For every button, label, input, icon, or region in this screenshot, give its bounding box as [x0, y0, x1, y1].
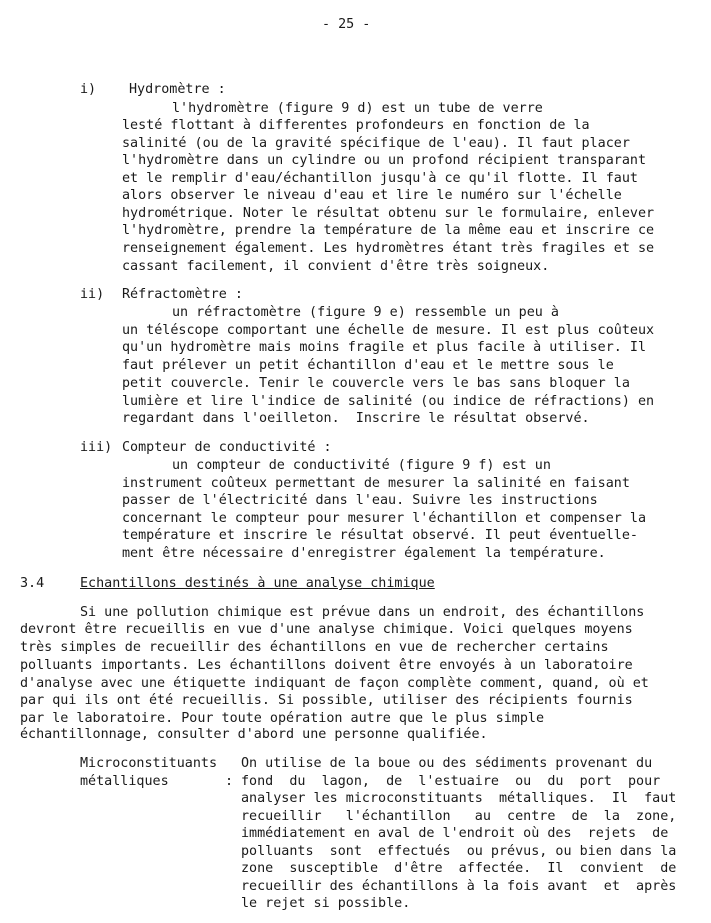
definition-line: analyser les microconstituants métalliques. Il faut — [241, 790, 677, 806]
text-line: ment être nécessaire d'enregistrer également la température. — [122, 545, 606, 561]
text-line: hydrométrique. Noter le résultat obtenu sur le formulaire, enlever — [122, 206, 655, 222]
paragraph-line: très simples de recueillir des échantillons en vue de rechercher certains — [20, 640, 609, 656]
section-number: 3.4 — [20, 576, 45, 592]
text-line: un réfractomètre (figure 9 e) ressemble un peu à — [172, 305, 559, 321]
paragraph-line: par le laboratoire. Pour toute opération autre que le plus simple — [20, 710, 545, 726]
text-line: et le remplir d'eau/échantillon jusqu'à ce qu'il flotte. Il faut — [122, 171, 638, 187]
text-line: température et inscrire le résultat observé. Il peut éventuelle- — [122, 527, 638, 543]
text-line: alors observer le niveau d'eau et lire le numéro sur l'échelle — [122, 188, 622, 204]
section-title: Echantillons destinés à une analyse chimique — [80, 576, 435, 592]
text-line: regardant dans l'oeilleton. Inscrire le résultat observé. — [122, 410, 590, 426]
text-line: l'hydromètre dans un cylindre ou un profond récipient transparant — [122, 153, 647, 169]
page-number: - 25 - — [322, 17, 371, 32]
item-marker: iii) — [80, 439, 113, 455]
definition-term: Microconstituants — [80, 755, 218, 771]
item-title: Hydromètre : — [129, 82, 226, 97]
definition-line: zone susceptible d'être affectée. Il convient de — [241, 860, 677, 876]
item-title: Compteur de conductivité : — [122, 439, 332, 455]
text-line: un compteur de conductivité (figure 9 f) est un — [172, 457, 551, 473]
definition-line: fond du lagon, de l'estuaire ou du port pour — [241, 773, 661, 789]
text-line: passer de l'électricité dans l'eau. Suivre les instructions — [122, 492, 598, 508]
definition-line: recueillir des échantillons à la fois avant et après — [241, 878, 677, 894]
text-line: concernant le compteur pour mesurer l'échantillon et compenser la — [122, 510, 647, 526]
definition-line: polluants sont effectués ou prévus, ou bien dans la — [241, 843, 677, 859]
paragraph-line: par qui ils ont été recueillis. Si possible, utiliser des récipients fournis — [20, 692, 633, 708]
definition-term: métalliques — [80, 773, 169, 789]
text-line: renseignement également. Les hydromètres étant très fragiles et se — [122, 241, 655, 257]
definition-line: recueillir l'échantillon au centre de la zone, — [241, 808, 677, 824]
definition-line: On utilise de la boue ou des sédiments provenant du — [241, 755, 653, 771]
text-line: l'hydromètre (figure 9 d) est un tube de verre — [172, 100, 543, 116]
text-line: qu'un hydromètre mais moins fragile et plus facile à utiliser. Il — [122, 340, 647, 356]
text-line: salinité (ou de la gravité spécifique de l'eau). Il faut placer — [122, 136, 630, 151]
text-line: instrument coûteux permettant de mesurer la salinité en faisant — [122, 475, 630, 491]
item-title: Réfractomètre : — [122, 287, 243, 303]
item-marker: i) — [80, 82, 97, 97]
text-line: faut prélever un petit échantillon d'eau et le mettre sous le — [122, 358, 614, 374]
text-line: lesté flottant à differentes profondeurs en fonction de la — [122, 118, 590, 133]
text-line: l'hydromètre, prendre la température de la même eau et inscrire ce — [122, 223, 655, 239]
text-line: cassant facilement, il convient d'être très soigneux. — [122, 258, 550, 274]
definition-line: immédiatement en aval de l'endroit où des rejets de — [241, 825, 669, 841]
text-line: petit couvercle. Tenir le couvercle vers le bas sans bloquer la — [122, 375, 630, 391]
paragraph-line: polluants importants. Les échantillons doivent être envoyés à un laboratoire — [20, 657, 633, 673]
paragraph-line: échantillonnage, consulter d'abord une personne qualifiée. — [20, 726, 488, 742]
text-line: lumière et lire l'indice de salinité (ou indice de réfractions) en — [122, 393, 655, 409]
paragraph-line: Si une pollution chimique est prévue dans un endroit, des échantillons — [80, 605, 645, 621]
definition-separator: : — [225, 773, 234, 789]
definition-line: le rejet si possible. — [241, 896, 411, 911]
item-marker: ii) — [80, 287, 105, 303]
paragraph-line: d'analyse avec une étiquette indiquant de façon complète comment, quand, où et — [20, 675, 649, 691]
text-line: un téléscope comportant une échelle de mesure. Il est plus coûteux — [122, 323, 655, 339]
paragraph-line: devront être recueillis en vue d'une analyse chimique. Voici quelques moyens — [20, 622, 633, 638]
